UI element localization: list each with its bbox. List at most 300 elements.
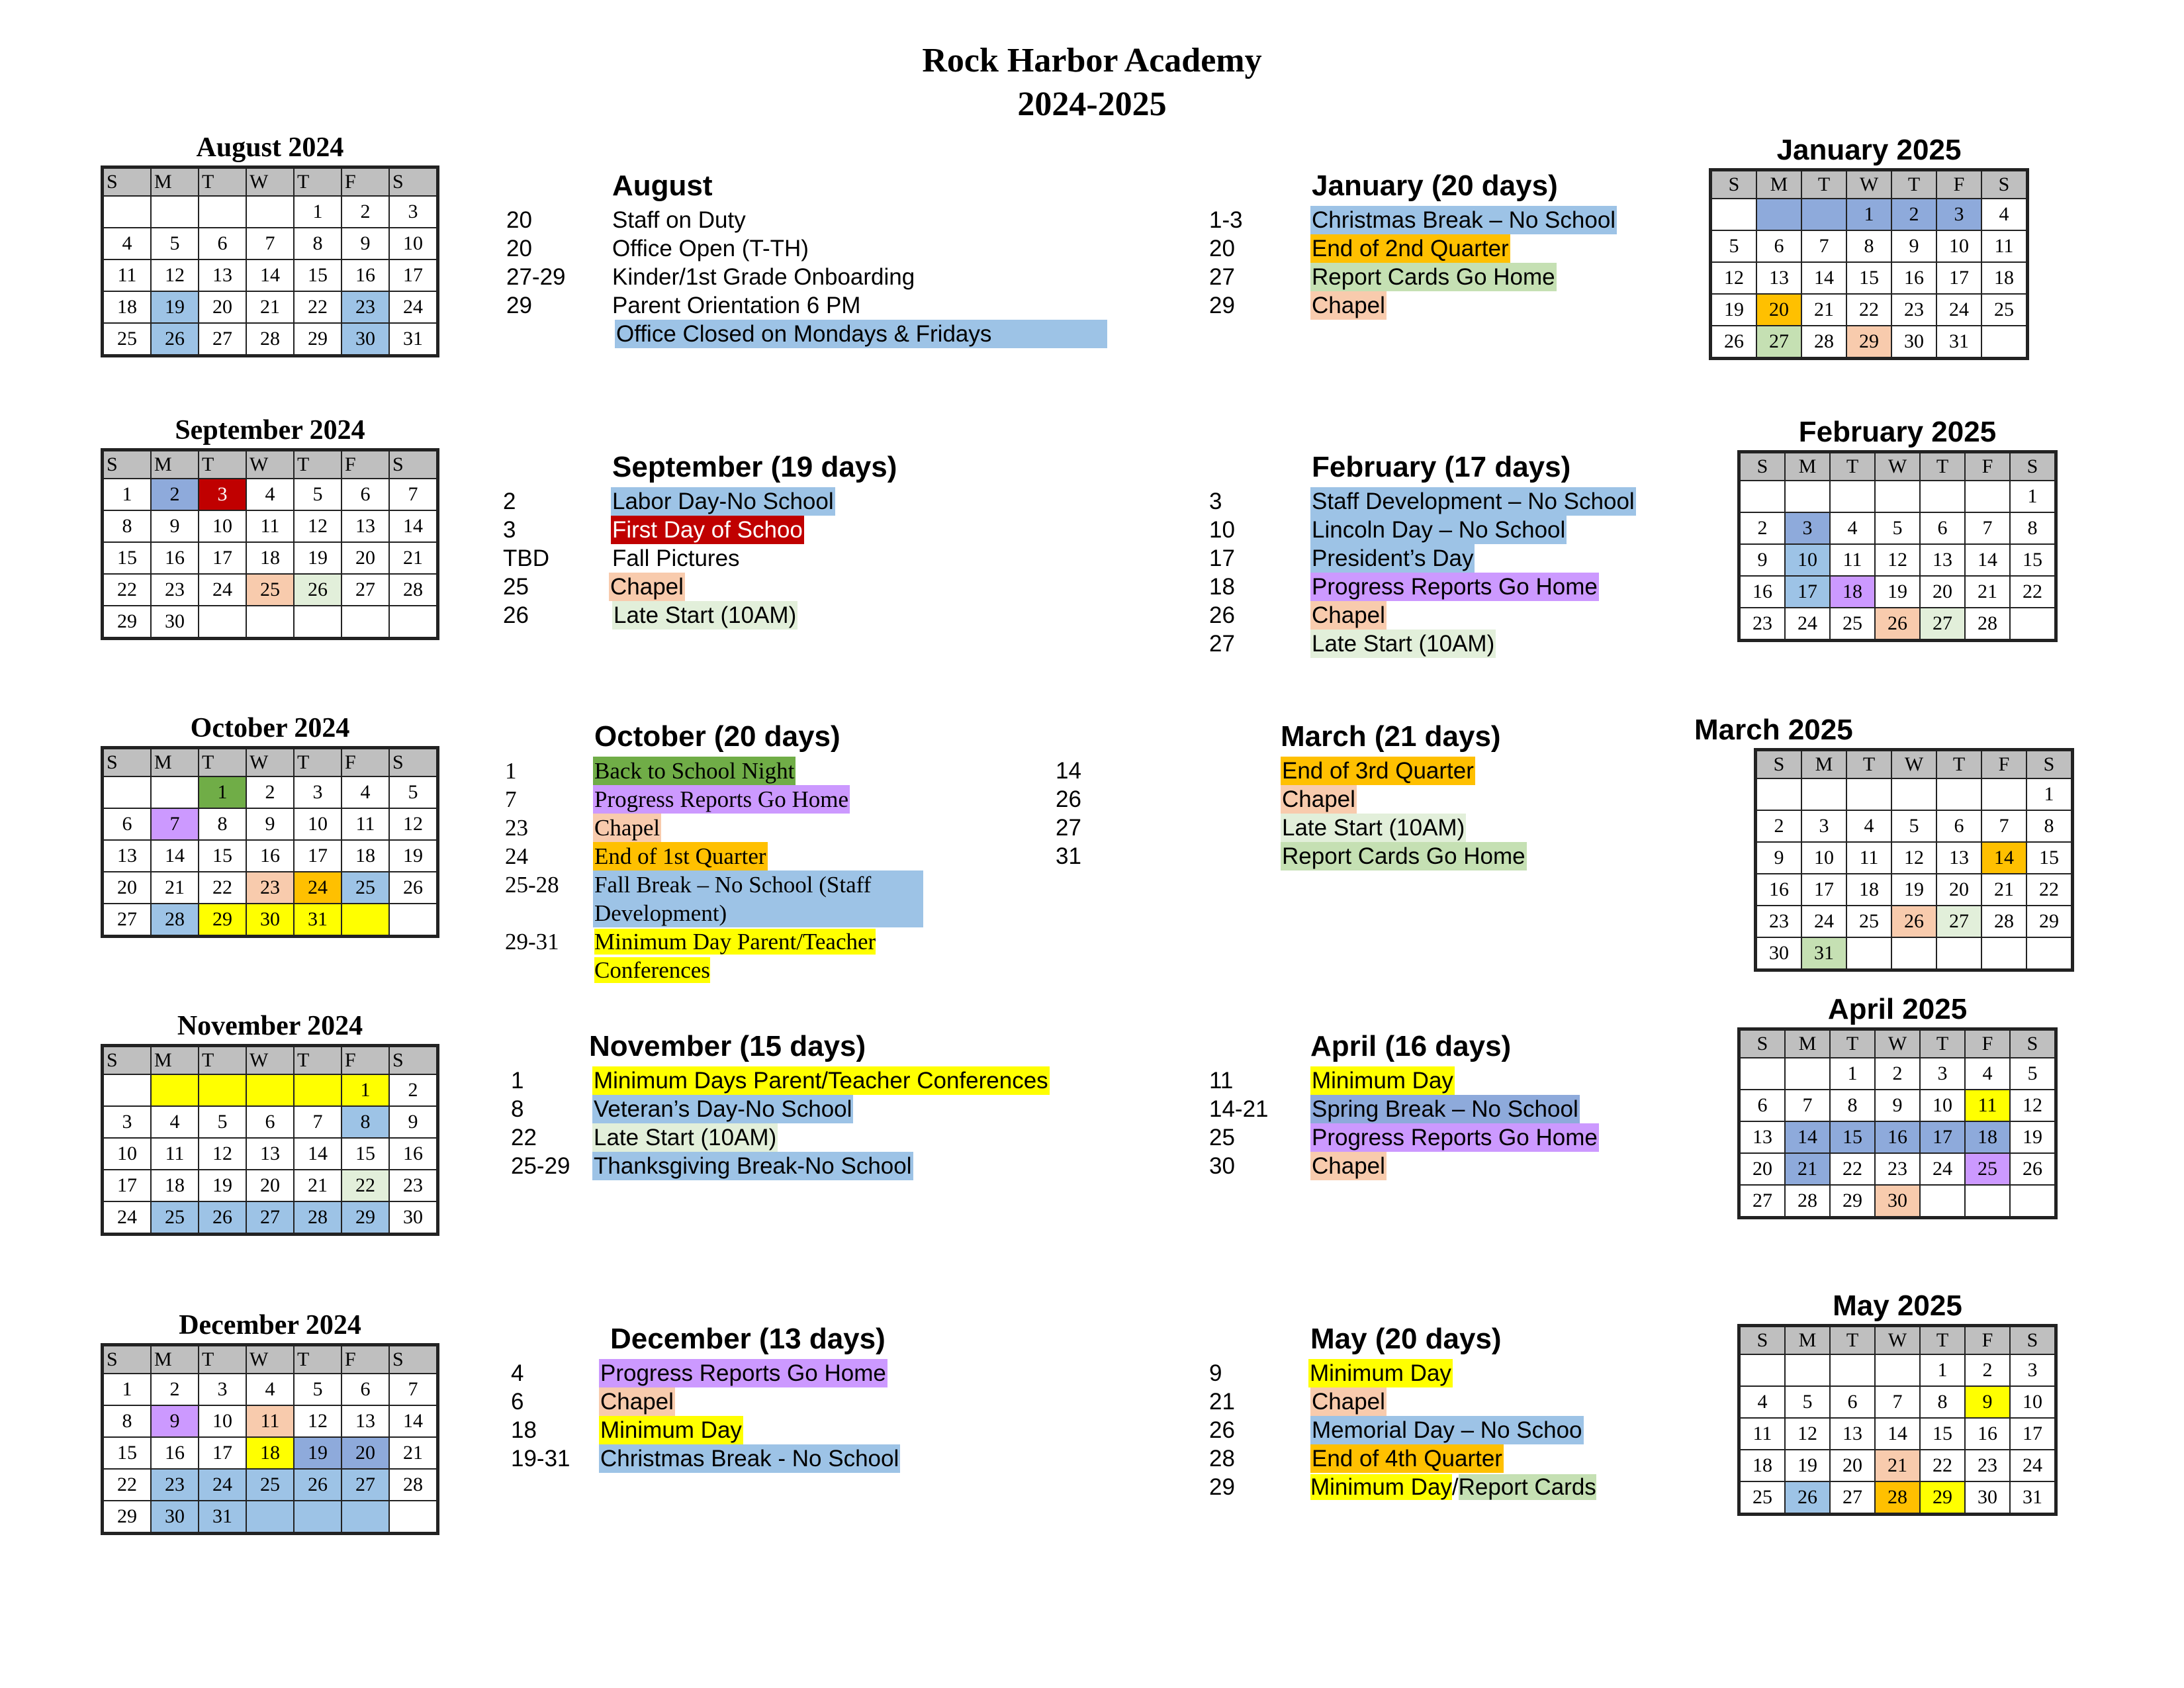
week-row	[1739, 576, 2056, 608]
day-cell: 24	[389, 291, 438, 323]
day-cell: 17	[294, 840, 341, 872]
day-cell: 15	[1830, 1121, 1875, 1153]
weekday-label: M	[151, 167, 199, 197]
events-august	[506, 169, 1075, 348]
empty-day-cell	[294, 606, 341, 639]
weekday-label: S	[1739, 452, 1786, 481]
event-text: Fall Pictures	[612, 545, 740, 571]
day-cell: 17	[1801, 874, 1846, 906]
day-cell: 29	[103, 1501, 152, 1534]
empty-day-cell	[2026, 937, 2073, 970]
week-row	[1739, 1185, 2056, 1218]
day-cell: 24	[2010, 1450, 2056, 1481]
day-cell: 25	[246, 1469, 294, 1501]
empty-day-cell	[294, 1501, 341, 1534]
week-row	[1756, 874, 2073, 906]
weekday-label: M	[1801, 750, 1846, 779]
school-year: 2024-2025	[1017, 85, 1167, 123]
day-cell: 4	[103, 228, 152, 259]
day-cell: 17	[1785, 576, 1830, 608]
weekday-header-row	[103, 1345, 438, 1374]
day-cell: 14	[246, 259, 294, 291]
empty-day-cell	[1891, 778, 1936, 810]
day-cell: 15	[294, 259, 341, 291]
day-cell: 26	[1785, 1481, 1830, 1515]
day-cell: 13	[246, 1138, 294, 1170]
empty-day-cell	[1875, 1354, 1920, 1386]
empty-day-cell	[389, 904, 438, 937]
day-cell: 9	[389, 1106, 438, 1138]
day-cell: 25	[151, 1201, 199, 1235]
weekday-label: S	[103, 167, 152, 197]
weekday-label: S	[389, 748, 438, 777]
day-cell: 14	[1965, 544, 2010, 576]
week-row	[103, 291, 438, 323]
week-row	[103, 606, 438, 639]
event-row	[506, 263, 1075, 291]
day-cell: 25	[1739, 1481, 1786, 1515]
weekday-label: M	[151, 748, 199, 777]
event-date: 8	[511, 1096, 524, 1122]
events-title: March (21 days)	[1281, 720, 1501, 753]
day-cell: 7	[294, 1106, 341, 1138]
day-cell: 3	[2010, 1354, 2056, 1386]
day-cell: 25	[341, 872, 389, 904]
day-cell: 15	[103, 1437, 152, 1469]
event-row	[1209, 601, 1778, 630]
empty-day-cell	[1801, 199, 1846, 230]
empty-day-cell	[1920, 1185, 1965, 1218]
event-date: 20	[506, 236, 532, 261]
day-cell: 22	[1920, 1450, 1965, 1481]
event-row	[1209, 1416, 1778, 1444]
empty-day-cell	[341, 904, 389, 937]
day-cell: 16	[1875, 1121, 1920, 1153]
event-text: Chapel	[1312, 1389, 1385, 1415]
day-cell: 22	[199, 872, 246, 904]
day-cell: 12	[294, 1405, 341, 1437]
day-cell: 23	[1756, 906, 1802, 937]
month-grid	[101, 1044, 439, 1236]
day-cell: 29	[294, 323, 341, 356]
event-date: 2	[503, 489, 516, 514]
event-row	[511, 1416, 1080, 1444]
weekday-label: W	[1875, 1326, 1920, 1355]
week-row	[1711, 326, 2028, 359]
weekday-label: W	[1846, 170, 1891, 199]
week-row	[103, 1074, 438, 1106]
event-row	[1209, 263, 1778, 291]
day-cell: 18	[1965, 1121, 2010, 1153]
day-cell: 9	[1875, 1090, 1920, 1121]
weekday-label: S	[2010, 1326, 2056, 1355]
day-cell: 28	[246, 323, 294, 356]
day-cell: 6	[1739, 1090, 1786, 1121]
week-row	[1739, 608, 2056, 641]
day-cell: 29	[1846, 326, 1891, 359]
day-cell: 29	[103, 606, 152, 639]
empty-day-cell	[389, 1501, 438, 1534]
week-row	[103, 196, 438, 228]
event-date: 1	[505, 758, 517, 784]
empty-day-cell	[1936, 778, 1981, 810]
event-date: 27	[1056, 815, 1081, 841]
weekday-label: M	[151, 1046, 199, 1075]
event-date: 7	[505, 786, 517, 812]
empty-day-cell	[1846, 778, 1891, 810]
day-cell: 7	[1875, 1386, 1920, 1418]
day-cell: 20	[246, 1170, 294, 1201]
day-cell: 3	[1785, 512, 1830, 544]
weekday-label: T	[1920, 1029, 1965, 1058]
day-cell: 4	[151, 1106, 199, 1138]
day-cell: 13	[103, 840, 152, 872]
day-cell: 8	[103, 510, 152, 542]
event-text: Report Cards Go Home	[1282, 843, 1525, 869]
day-cell: 16	[1756, 874, 1802, 906]
day-cell: 14	[1801, 262, 1846, 294]
events-title: November (15 days)	[589, 1030, 866, 1062]
day-cell: 12	[1785, 1418, 1830, 1450]
day-cell: 8	[2010, 512, 2056, 544]
calendar-title: January 2025	[1776, 134, 1962, 166]
day-cell: 9	[246, 808, 294, 840]
day-cell: 8	[1920, 1386, 1965, 1418]
day-cell: 1	[199, 776, 246, 808]
day-cell: 25	[1846, 906, 1891, 937]
day-cell: 23	[1875, 1153, 1920, 1185]
empty-day-cell	[1801, 778, 1846, 810]
day-cell: 21	[1875, 1450, 1920, 1481]
day-cell: 14	[1875, 1418, 1920, 1450]
event-text: Progress Reports Go Home	[600, 1360, 886, 1386]
event-text: Office Open (T-TH)	[612, 236, 809, 261]
event-row	[511, 1066, 1080, 1095]
event-date: 30	[1209, 1153, 1235, 1179]
day-cell: 21	[1801, 294, 1846, 326]
day-cell: 27	[1936, 906, 1981, 937]
day-cell: 23	[151, 574, 199, 606]
day-cell: 1	[2026, 778, 2073, 810]
day-cell: 17	[2010, 1418, 2056, 1450]
day-cell: 10	[1936, 230, 1981, 262]
day-cell: 10	[1785, 544, 1830, 576]
event-date: 14	[1056, 758, 1081, 784]
weekday-label: W	[246, 748, 294, 777]
empty-day-cell	[1756, 778, 1802, 810]
weekday-label: T	[1830, 1326, 1875, 1355]
day-cell: 21	[246, 291, 294, 323]
event-row	[505, 757, 1074, 785]
day-cell: 15	[199, 840, 246, 872]
event-date: 31	[1056, 843, 1081, 869]
event-date: 27-29	[506, 264, 566, 290]
day-cell: 6	[1936, 810, 1981, 842]
week-row	[103, 1201, 438, 1235]
day-cell: 24	[199, 574, 246, 606]
day-cell: 27	[1739, 1185, 1786, 1218]
day-cell: 5	[389, 776, 438, 808]
empty-day-cell	[1936, 937, 1981, 970]
day-cell: 28	[151, 904, 199, 937]
day-cell: 16	[246, 840, 294, 872]
week-row	[103, 872, 438, 904]
event-date: 14-21	[1209, 1096, 1269, 1122]
event-row	[1209, 1095, 1778, 1123]
weekday-label: W	[1875, 452, 1920, 481]
day-cell: 22	[1846, 294, 1891, 326]
day-cell: 13	[1936, 842, 1981, 874]
weekday-label: M	[1756, 170, 1801, 199]
day-cell: 19	[1891, 874, 1936, 906]
week-row	[103, 1374, 438, 1405]
day-cell: 30	[246, 904, 294, 937]
month-grid	[101, 448, 439, 640]
week-row	[103, 323, 438, 356]
day-cell: 22	[103, 1469, 152, 1501]
weekday-label: W	[1875, 1029, 1920, 1058]
day-cell: 28	[1965, 608, 2010, 641]
event-text-separator: /	[1451, 1474, 1459, 1500]
day-cell: 13	[1739, 1121, 1786, 1153]
day-cell: 10	[294, 808, 341, 840]
weekday-header-row	[1739, 1326, 2056, 1355]
day-cell: 22	[294, 291, 341, 323]
event-date: 21	[1209, 1389, 1235, 1415]
weekday-label: S	[1981, 170, 2028, 199]
weekday-label: S	[1739, 1029, 1786, 1058]
day-cell: 2	[1739, 512, 1786, 544]
weekday-label: T	[199, 1046, 246, 1075]
empty-day-cell	[1875, 481, 1920, 512]
day-cell: 14	[389, 1405, 438, 1437]
day-cell: 17	[103, 1170, 152, 1201]
events-april	[1209, 1029, 1778, 1180]
day-cell: 21	[1981, 874, 2026, 906]
day-cell: 11	[151, 1138, 199, 1170]
day-cell: 1	[1830, 1058, 1875, 1090]
calendar-december-2024	[101, 1309, 439, 1535]
event-text: Chapel	[1282, 786, 1355, 812]
event-date: 24	[505, 843, 528, 869]
day-cell: 13	[1756, 262, 1801, 294]
day-cell: 11	[1981, 230, 2028, 262]
event-date: 25-29	[511, 1153, 570, 1179]
event-row	[505, 842, 1074, 870]
day-cell: 21	[151, 872, 199, 904]
day-cell: 1	[1846, 199, 1891, 230]
day-cell: 23	[389, 1170, 438, 1201]
event-row	[506, 320, 1075, 348]
weekday-label: S	[2026, 750, 2073, 779]
day-cell: 6	[341, 479, 389, 510]
weekday-label: F	[1936, 170, 1981, 199]
events-title: January (20 days)	[1312, 169, 1558, 202]
weekday-header-row	[103, 167, 438, 197]
event-text: Fall Break – No School (Staff Development)	[593, 870, 923, 927]
weekday-label: T	[1801, 170, 1846, 199]
day-cell: 25	[1830, 608, 1875, 641]
day-cell: 5	[2010, 1058, 2056, 1090]
day-cell: 16	[1891, 262, 1936, 294]
weekday-label: T	[1830, 452, 1875, 481]
day-cell: 15	[341, 1138, 389, 1170]
empty-day-cell	[199, 606, 246, 639]
day-cell: 18	[1739, 1450, 1786, 1481]
day-cell: 18	[246, 542, 294, 574]
weekday-label: S	[103, 450, 152, 479]
day-cell: 3	[1936, 199, 1981, 230]
day-cell: 7	[246, 228, 294, 259]
day-cell: 20	[1756, 294, 1801, 326]
event-row	[503, 601, 1072, 630]
day-cell: 5	[1711, 230, 1757, 262]
weekday-header-row	[103, 450, 438, 479]
event-text: Kinder/1st Grade Onboarding	[612, 264, 915, 290]
event-row	[1209, 234, 1778, 263]
events-september	[503, 450, 1072, 630]
day-cell: 20	[341, 1437, 389, 1469]
day-cell: 20	[1830, 1450, 1875, 1481]
day-cell: 18	[1981, 262, 2028, 294]
weekday-label: S	[1756, 750, 1802, 779]
event-text-highlight: Minimum Day Parent/Teacher Conferences	[594, 929, 876, 983]
weekday-label: T	[199, 450, 246, 479]
empty-day-cell	[246, 196, 294, 228]
day-cell: 9	[1739, 544, 1786, 576]
events-may	[1209, 1322, 1778, 1501]
event-text: Christmas Break - No School	[600, 1446, 899, 1472]
event-row	[503, 573, 1072, 601]
day-cell: 12	[2010, 1090, 2056, 1121]
day-cell: 22	[103, 574, 152, 606]
month-grid	[101, 165, 439, 357]
day-cell: 15	[103, 542, 152, 574]
day-cell: 10	[199, 1405, 246, 1437]
day-cell: 11	[341, 808, 389, 840]
day-cell: 30	[389, 1201, 438, 1235]
event-row	[1056, 785, 1625, 814]
event-row	[503, 487, 1072, 516]
week-row	[103, 510, 438, 542]
day-cell: 13	[1830, 1418, 1875, 1450]
events-title: October (20 days)	[594, 720, 841, 753]
weekday-label: F	[341, 748, 389, 777]
weekday-header-row	[103, 1046, 438, 1075]
day-cell: 20	[341, 542, 389, 574]
day-cell: 27	[103, 904, 152, 937]
week-row	[103, 904, 438, 937]
day-cell: 7	[389, 479, 438, 510]
day-cell: 15	[1920, 1418, 1965, 1450]
week-row	[1739, 1153, 2056, 1185]
day-cell: 7	[151, 808, 199, 840]
event-date: 29-31	[505, 929, 559, 955]
week-row	[1756, 842, 2073, 874]
day-cell: 23	[341, 291, 389, 323]
event-row	[505, 927, 1074, 984]
day-cell: 17	[1920, 1121, 1965, 1153]
events-title: April (16 days)	[1310, 1030, 1512, 1062]
day-cell: 19	[1785, 1450, 1830, 1481]
day-cell: 9	[341, 228, 389, 259]
event-date: 23	[505, 815, 528, 841]
week-row	[103, 1469, 438, 1501]
day-cell: 18	[1846, 874, 1891, 906]
event-date: 10	[1209, 517, 1235, 543]
event-row	[1209, 1066, 1778, 1095]
weekday-label: S	[2010, 452, 2056, 481]
day-cell: 4	[341, 776, 389, 808]
calendar-march-2025	[1694, 714, 2074, 972]
day-cell: 5	[1875, 512, 1920, 544]
day-cell: 13	[341, 1405, 389, 1437]
day-cell: 2	[151, 1374, 199, 1405]
events-title: December (13 days)	[610, 1323, 886, 1355]
day-cell: 9	[1965, 1386, 2010, 1418]
event-row	[1209, 206, 1778, 234]
day-cell: 29	[2026, 906, 2073, 937]
day-cell: 18	[341, 840, 389, 872]
day-cell: 31	[199, 1501, 246, 1534]
calendar-may-2025	[1737, 1289, 2058, 1516]
weekday-label: S	[103, 1046, 152, 1075]
empty-day-cell	[1785, 481, 1830, 512]
weekday-label: F	[1965, 452, 2010, 481]
events-march	[1056, 720, 1625, 870]
day-cell: 6	[103, 808, 152, 840]
day-cell: 1	[341, 1074, 389, 1106]
day-cell: 23	[1739, 608, 1786, 641]
event-date: 22	[511, 1125, 537, 1150]
week-row	[1756, 810, 2073, 842]
event-text: Progress Reports Go Home	[1312, 574, 1598, 600]
empty-day-cell	[151, 1074, 199, 1106]
week-row	[1739, 481, 2056, 512]
event-text: Chapel	[600, 1389, 674, 1415]
day-cell: 29	[199, 904, 246, 937]
day-cell: 24	[103, 1201, 152, 1235]
day-cell: 26	[389, 872, 438, 904]
weekday-label: W	[246, 1345, 294, 1374]
day-cell: 8	[103, 1405, 152, 1437]
event-date: 29	[1209, 1474, 1235, 1500]
empty-day-cell	[246, 1074, 294, 1106]
weekday-label: F	[1965, 1029, 2010, 1058]
day-cell: 2	[1875, 1058, 1920, 1090]
week-row	[103, 808, 438, 840]
day-cell: 18	[103, 291, 152, 323]
weekday-label: F	[1965, 1326, 2010, 1355]
day-cell: 7	[1965, 512, 2010, 544]
event-text: Chapel	[610, 574, 684, 600]
calendar-title: March 2025	[1694, 714, 1853, 746]
day-cell: 21	[389, 542, 438, 574]
day-cell: 5	[294, 479, 341, 510]
empty-day-cell	[2010, 1185, 2056, 1218]
day-cell: 19	[1875, 576, 1920, 608]
empty-day-cell	[1981, 937, 2026, 970]
event-text: Staff on Duty	[612, 207, 746, 233]
empty-day-cell	[151, 776, 199, 808]
event-date: 3	[503, 517, 516, 543]
event-date: 29	[506, 293, 532, 318]
event-row	[1056, 842, 1625, 870]
day-cell: 28	[1875, 1481, 1920, 1515]
day-cell: 13	[199, 259, 246, 291]
day-cell: 1	[2010, 481, 2056, 512]
weekday-header-row	[1756, 750, 2073, 779]
